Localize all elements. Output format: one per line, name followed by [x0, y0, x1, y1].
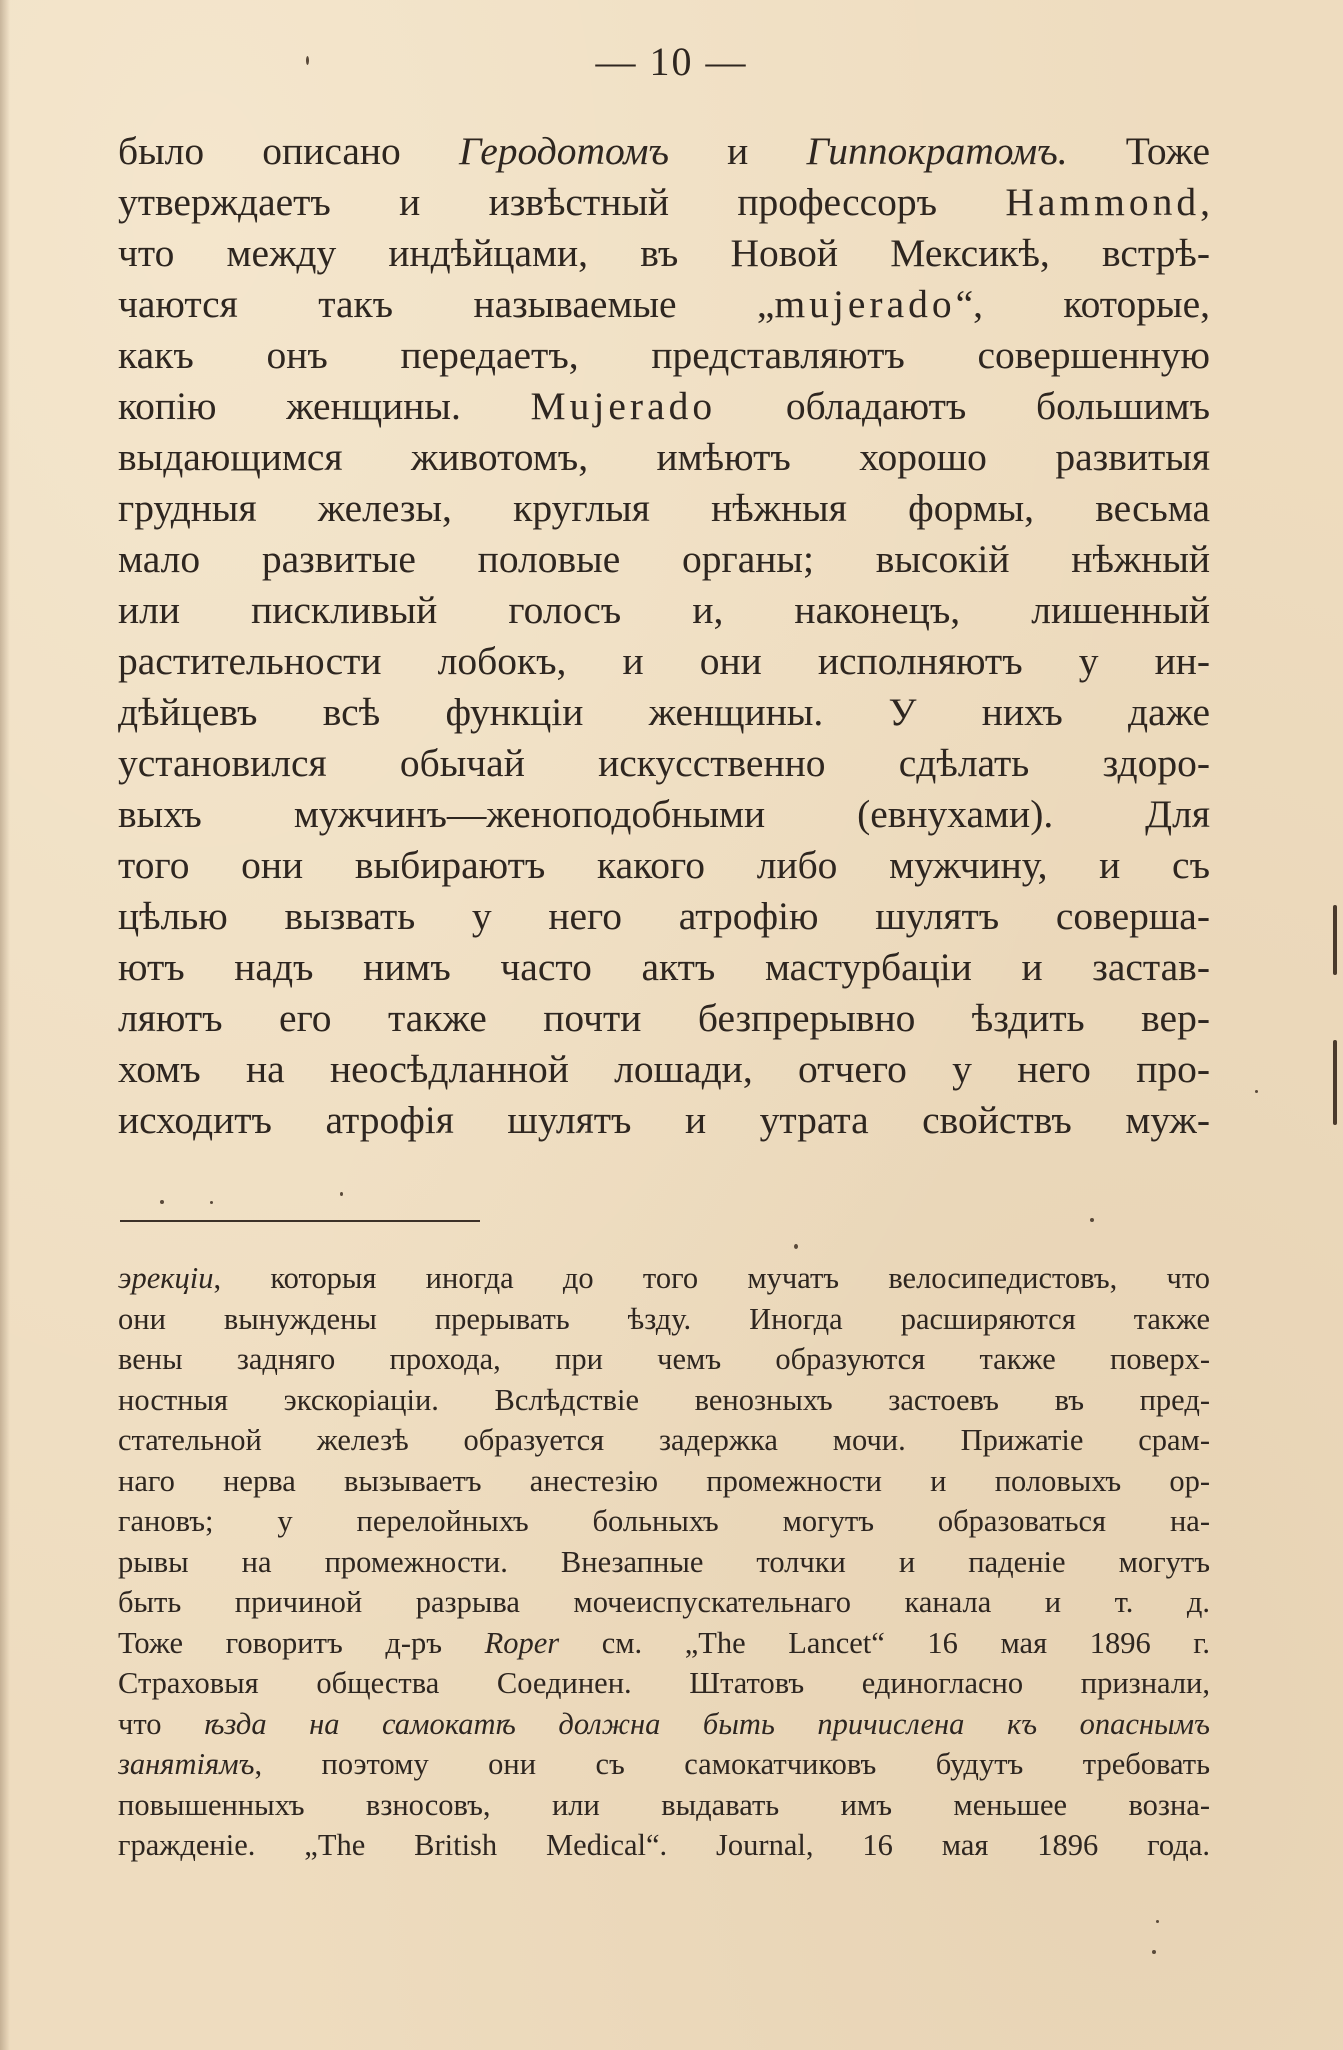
- text-run: копiю женщины.: [118, 384, 531, 428]
- text-line: [118, 1095, 1210, 1146]
- footnote-line: [118, 1663, 1210, 1704]
- text-run: , поэтому они съ самокатчиковъ будутъ требовать: [254, 1747, 1210, 1781]
- spaced-text: Mujerado: [530, 384, 717, 428]
- text-run: выхъ мужчинъ—женоподобными (евнухами). Для: [118, 792, 1210, 836]
- page-left-edge-shadow: [0, 0, 10, 2050]
- text-run: они вынуждены прерывать ѣзду. Иногда расширяются также: [118, 1301, 1210, 1336]
- page-number: — 10 —: [595, 39, 748, 84]
- text-run: повышенныхъ взносовъ, или выдавать имъ меньшее возна-: [118, 1787, 1210, 1822]
- text-run: что: [118, 1706, 205, 1741]
- footnote-block: [118, 1258, 1210, 1866]
- binding-mark: [1333, 905, 1337, 975]
- text-line: [118, 840, 1210, 891]
- text-line: [118, 687, 1210, 738]
- text-run: исходитъ атрофiя шулятъ и утрата свойствъ муж-: [118, 1098, 1210, 1142]
- italic-text: эрекцiи: [118, 1261, 214, 1295]
- text-line: [118, 483, 1210, 534]
- text-run: ютъ надъ нимъ часто актъ мастурбацiи и застав-: [118, 945, 1210, 989]
- text-line: [118, 993, 1210, 1044]
- spaced-text: mujerado: [774, 282, 956, 326]
- italic-text: Roper: [484, 1625, 560, 1660]
- text-run: мало развитые половые органы; высокiй нѣжный: [118, 537, 1210, 581]
- text-line: [118, 330, 1210, 381]
- text-run: быть причиной разрыва мочеиспускательнаго канала и т. д.: [118, 1585, 1210, 1619]
- text-run: Тоже говоритъ д-ръ: [118, 1625, 485, 1660]
- text-run: ,: [1200, 180, 1210, 224]
- text-run: установился обычай искусственно сдѣлать здоро-: [118, 741, 1210, 785]
- footnote-line: [118, 1825, 1210, 1866]
- text-run: Тоже: [1067, 129, 1210, 173]
- text-run: и: [668, 129, 807, 173]
- text-run: утверждаетъ и извѣстный профессоръ: [118, 180, 1006, 224]
- footnote-line: [118, 1582, 1210, 1623]
- text-run: того они выбираютъ какого либо мужчину, и съ: [118, 843, 1210, 887]
- text-run: Страховыя общества Соединен. Штатовъ единогласно признали,: [118, 1666, 1210, 1700]
- text-run: “, которые,: [955, 282, 1210, 326]
- footnote-line: [118, 1785, 1210, 1826]
- italic-text: занятiямъ: [118, 1747, 255, 1781]
- text-run: растительности лобокъ, и они исполняютъ у ин-: [118, 639, 1210, 683]
- italic-text: Гиппократомъ.: [806, 129, 1068, 173]
- text-run: или пискливый голосъ и, наконецъ, лишенный: [118, 588, 1210, 632]
- text-run: вены задняго прохода, при чемъ образуются также поверх-: [118, 1342, 1210, 1376]
- text-run: гражденiе. „The British Medical“. Journal, 16 мая 1896 года.: [118, 1828, 1210, 1862]
- italic-text: Геродотомъ: [458, 129, 669, 173]
- text-run: гановъ; у перелойныхъ больныхъ могутъ образоваться на-: [118, 1504, 1210, 1538]
- text-run: рывы на промежности. Внезапные толчки и паденiе могутъ: [118, 1544, 1210, 1579]
- text-run: было описано: [118, 129, 459, 173]
- spaced-text: Hammond: [1005, 180, 1201, 224]
- text-run: дѣйцевъ всѣ функцiи женщины. У нихъ даже: [118, 690, 1210, 734]
- text-run: цѣлью вызвать у него атрофiю шулятъ соверша-: [118, 894, 1210, 938]
- text-line: [118, 279, 1210, 330]
- text-line: [118, 228, 1210, 279]
- text-line: [118, 1044, 1210, 1095]
- text-line: [118, 942, 1210, 993]
- text-line: [118, 432, 1210, 483]
- text-run: обладаютъ большимъ: [716, 384, 1210, 428]
- text-run: выдающимся животомъ, имѣютъ хорошо развитыя: [118, 435, 1210, 479]
- text-run: , которыя иногда до того мучатъ велосипедистовъ, что: [213, 1261, 1210, 1295]
- footnote-line: [118, 1461, 1210, 1502]
- text-line: [118, 891, 1210, 942]
- footnote-line: [118, 1339, 1210, 1380]
- binding-mark: [1333, 1040, 1337, 1125]
- footnote-line: [118, 1420, 1210, 1461]
- footnote-line: [118, 1542, 1210, 1583]
- text-run: хомъ на неосѣдланной лошади, отчего у него про-: [118, 1047, 1210, 1091]
- text-line: [118, 585, 1210, 636]
- footnote-line: [118, 1704, 1210, 1745]
- text-line: [118, 177, 1210, 228]
- footnote-line: [118, 1744, 1210, 1785]
- footnote-line: [118, 1258, 1210, 1299]
- text-line: [118, 738, 1210, 789]
- text-run: ляютъ его также почти безпрерывно ѣздить вер-: [118, 996, 1210, 1040]
- main-text-block: [118, 126, 1210, 1146]
- text-run: наго нерва вызываетъ анестезiю промежности и половыхъ ор-: [118, 1463, 1210, 1498]
- italic-text: ѣзда на самокатѣ должна быть причислена къ опаснымъ: [204, 1706, 1210, 1741]
- text-run: какъ онъ передаетъ, представляютъ совершенную: [118, 333, 1210, 377]
- footnote-line: [118, 1299, 1210, 1340]
- text-run: чаются такъ называемые „: [118, 282, 775, 326]
- footnote-line: [118, 1623, 1210, 1664]
- text-run: стательной железѣ образуется задержка мочи. Прижатiе срам-: [118, 1423, 1210, 1457]
- footnote-line: [118, 1501, 1210, 1542]
- text-line: [118, 636, 1210, 687]
- text-run: грудныя железы, круглыя нѣжныя формы, весьма: [118, 486, 1210, 530]
- text-line: [118, 126, 1210, 177]
- footnote-separator-rule: [120, 1220, 480, 1222]
- text-run: ностныя экскорiацiи. Вслѣдствiе венозныхъ застоевъ въ пред-: [118, 1382, 1210, 1417]
- footnote-line: [118, 1380, 1210, 1421]
- text-line: [118, 534, 1210, 585]
- text-run: см. „The Lancet“ 16 мая 1896 г.: [559, 1625, 1210, 1660]
- text-line: [118, 789, 1210, 840]
- text-line: [118, 381, 1210, 432]
- text-run: что между индѣйцами, въ Новой Мексикѣ, встрѣ-: [118, 231, 1210, 275]
